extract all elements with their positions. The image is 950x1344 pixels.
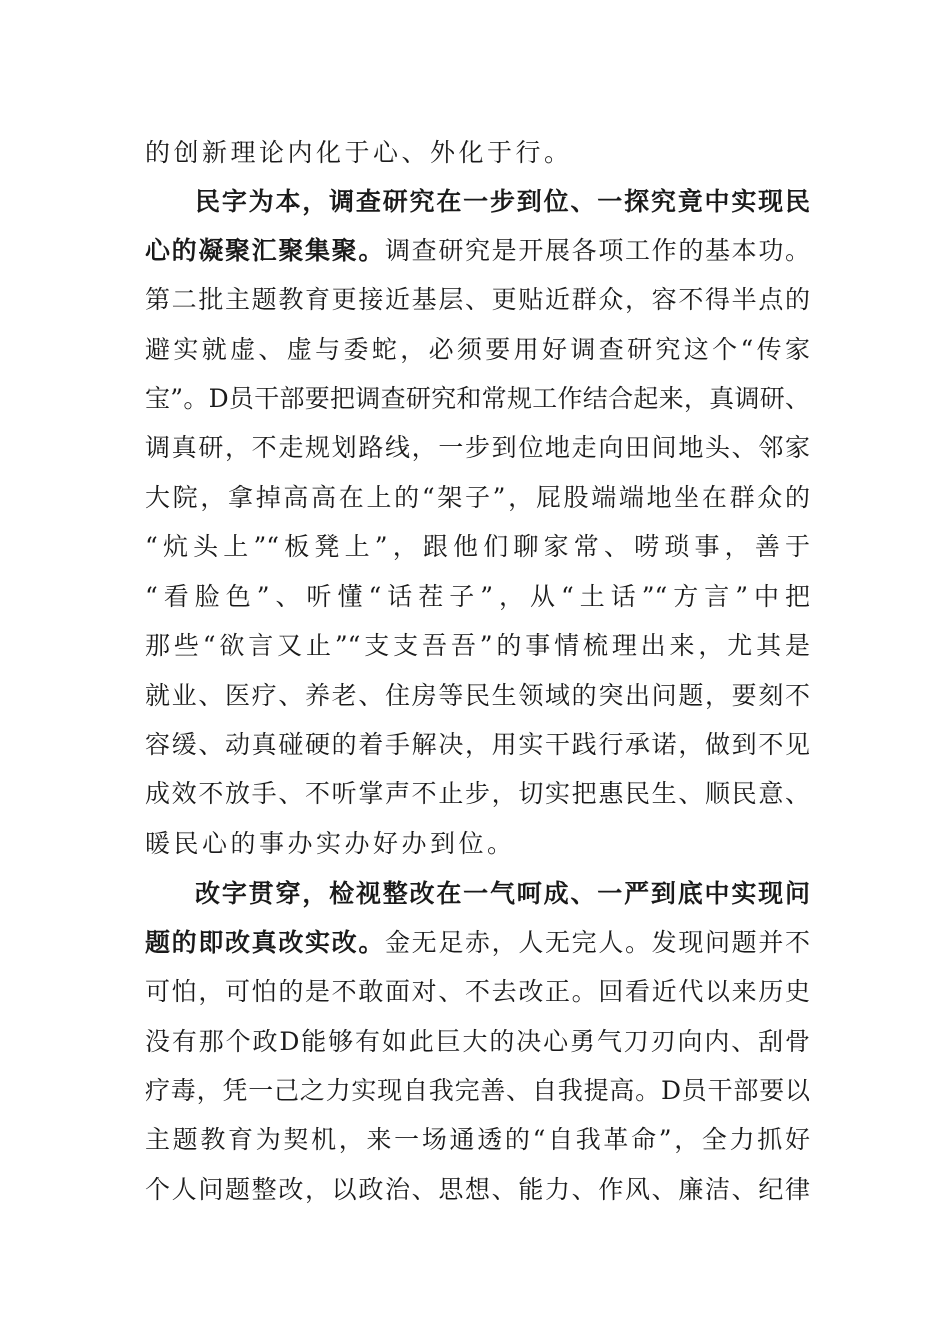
line-text: 成效不放手、不听掌声不止步，切实把惠民生、顺民意、 bbox=[145, 779, 810, 808]
bold-heading-text: 题的即改真改实改。 bbox=[145, 928, 385, 957]
paragraph-line bbox=[145, 577, 810, 617]
line-text: 可怕，可怕的是不敢面对、不去改正。回看近代以来历史 bbox=[145, 977, 810, 1006]
paragraph-line bbox=[145, 133, 810, 173]
paragraph-line bbox=[145, 676, 810, 716]
paragraph-heading-line bbox=[195, 874, 810, 914]
paragraph-line bbox=[145, 774, 810, 814]
paragraph-line bbox=[145, 280, 810, 320]
line-text: 大院，拿掉高高在上的“架子”，屁股端端地坐在群众的 bbox=[145, 483, 810, 512]
line-text: “看脸色”、听懂“话茬子”，从“土话”“方言”中把 bbox=[145, 582, 810, 611]
line-text: 暖民心的事办实办好办到位。 bbox=[145, 829, 516, 858]
paragraph-line bbox=[145, 626, 810, 666]
paragraph-line bbox=[145, 923, 810, 963]
paragraph-line bbox=[145, 1022, 810, 1062]
line-text: 第二批主题教育更接近基层、更贴近群众，容不得半点的 bbox=[145, 285, 810, 314]
line-text: 那些“欲言又止”“支支吾吾”的事情梳理出来，尤其是 bbox=[145, 631, 810, 660]
bold-heading-text: 心的凝聚汇聚集聚。 bbox=[145, 236, 385, 265]
paragraph-line bbox=[145, 428, 810, 468]
line-text: 避实就虚、虚与委蛇，必须要用好调查研究这个“传家 bbox=[145, 335, 810, 364]
line-text: 容缓、动真碰硬的着手解决，用实干践行承诺，做到不见 bbox=[145, 730, 810, 759]
paragraph-line bbox=[145, 824, 810, 864]
line-text: 个人问题整改，以政治、思想、能力、作风、廉洁、纪律 bbox=[145, 1175, 810, 1204]
paragraph-line bbox=[145, 478, 810, 518]
line-text: 就业、医疗、养老、住房等民生领域的突出问题，要刻不 bbox=[145, 681, 810, 710]
bold-heading-text: 改字贯穿，检视整改在一气呵成、一严到底中实现问 bbox=[195, 879, 810, 908]
line-text: 没有那个政D能够有如此巨大的决心勇气刀刃向内、刮骨 bbox=[145, 1027, 810, 1056]
line-text: 调查研究是开展各项工作的基本功。 bbox=[385, 236, 810, 265]
bold-heading-text: 民字为本，调查研究在一步到位、一探究竟中实现民 bbox=[195, 187, 810, 216]
paragraph-line bbox=[145, 1170, 810, 1210]
paragraph-line bbox=[145, 330, 810, 370]
paragraph-line bbox=[145, 1071, 810, 1111]
paragraph-line bbox=[145, 1120, 810, 1160]
paragraph-line bbox=[145, 527, 810, 567]
line-text: 主题教育为契机，来一场通透的“自我革命”，全力抓好 bbox=[145, 1125, 810, 1154]
line-text: 宝”。D员干部要把调查研究和常规工作结合起来，真调研、 bbox=[145, 384, 810, 413]
line-text: “炕头上”“板凳上”，跟他们聊家常、唠琐事，善于 bbox=[145, 532, 810, 561]
line-text: 调真研，不走规划路线，一步到位地走向田间地头、邻家 bbox=[145, 433, 810, 462]
paragraph-line bbox=[145, 379, 810, 419]
paragraph-line bbox=[145, 231, 810, 271]
line-text: 金无足赤，人无完人。发现问题并不 bbox=[385, 928, 810, 957]
paragraph-heading-line bbox=[195, 182, 810, 222]
line-text: 的创新理论内化于心、外化于行。 bbox=[145, 138, 573, 167]
paragraph-line bbox=[145, 725, 810, 765]
line-text: 疗毒，凭一己之力实现自我完善、自我提高。D员干部要以 bbox=[145, 1076, 810, 1105]
paragraph-line bbox=[145, 972, 810, 1012]
